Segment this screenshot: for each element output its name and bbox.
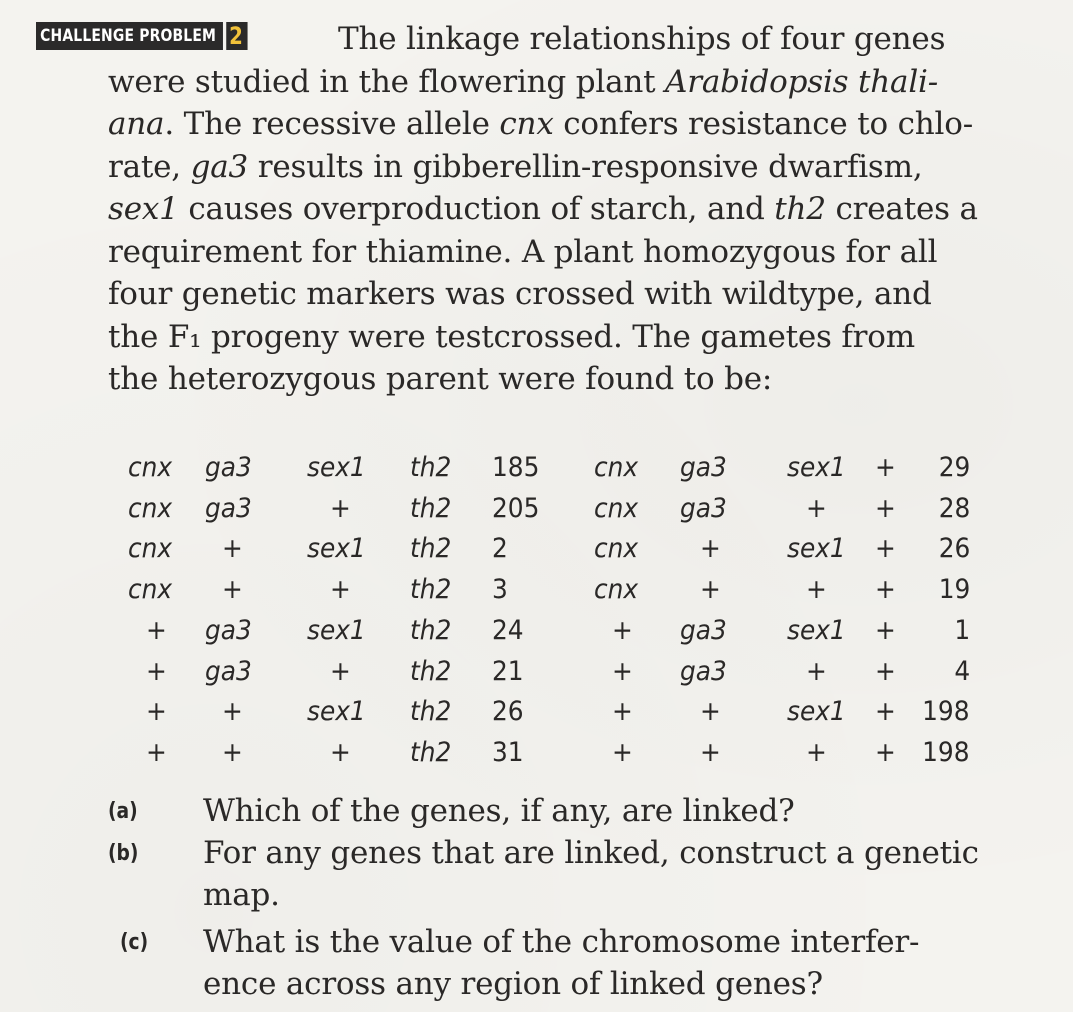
allele-wildtype: + bbox=[222, 533, 243, 565]
badge-label: CHALLENGE PROBLEM bbox=[36, 22, 223, 50]
allele-mutant: ga3 bbox=[680, 655, 727, 687]
progeny-count: 198 bbox=[922, 736, 970, 768]
allele-wildtype: + bbox=[700, 696, 721, 728]
statement-text: causes overproduction of starch, and bbox=[178, 191, 775, 227]
allele-wildtype: + bbox=[806, 574, 827, 606]
gene-term: ga3 bbox=[190, 148, 249, 185]
allele-mutant: sex1 bbox=[787, 533, 846, 565]
statement-text: requirement for thiamine. A plant homozygous for all bbox=[108, 233, 938, 270]
allele-mutant: th2 bbox=[410, 533, 452, 565]
progeny-count: 26 bbox=[492, 696, 524, 728]
allele-wildtype: + bbox=[612, 614, 633, 646]
question-line: map. bbox=[203, 877, 280, 913]
allele-mutant: cnx bbox=[594, 492, 639, 524]
progeny-count: 185 bbox=[492, 452, 540, 483]
progeny-count: 3 bbox=[492, 574, 508, 606]
allele-wildtype: + bbox=[875, 492, 896, 524]
allele-wildtype: + bbox=[700, 574, 721, 606]
progeny-count: 19 bbox=[938, 574, 970, 606]
allele-wildtype: + bbox=[700, 533, 721, 565]
allele-wildtype: + bbox=[875, 736, 896, 768]
question-text bbox=[203, 921, 1033, 1005]
statement-text: The linkage relationships of four genes bbox=[338, 21, 946, 57]
allele-wildtype: + bbox=[222, 574, 243, 606]
allele-wildtype: + bbox=[875, 574, 896, 606]
allele-wildtype: + bbox=[330, 736, 351, 768]
statement-text: the F₁ progeny were testcrossed. The gametes from bbox=[108, 318, 915, 355]
allele-wildtype: + bbox=[222, 696, 243, 728]
allele-wildtype: + bbox=[612, 736, 633, 768]
allele-mutant: th2 bbox=[410, 492, 452, 524]
allele-mutant: cnx bbox=[128, 533, 173, 565]
progeny-count: 198 bbox=[922, 696, 970, 728]
allele-mutant: ga3 bbox=[680, 492, 727, 524]
statement-text: four genetic markers was crossed with wildtype, and bbox=[108, 276, 932, 312]
allele-mutant: th2 bbox=[410, 696, 452, 728]
progeny-count: 24 bbox=[492, 614, 524, 646]
allele-mutant: ga3 bbox=[680, 452, 727, 483]
allele-wildtype: + bbox=[146, 655, 167, 687]
allele-mutant: cnx bbox=[128, 452, 173, 483]
allele-mutant: th2 bbox=[410, 452, 452, 483]
allele-mutant: sex1 bbox=[787, 614, 846, 646]
statement-text: were studied in the flowering plant bbox=[108, 63, 666, 100]
allele-wildtype: + bbox=[222, 736, 243, 768]
gene-term: th2 bbox=[774, 191, 826, 227]
progeny-count: 21 bbox=[492, 655, 524, 687]
question-line: ence across any region of linked genes? bbox=[203, 966, 823, 1002]
statement-text: creates a bbox=[825, 191, 978, 227]
allele-wildtype: + bbox=[875, 452, 896, 483]
progeny-count: 4 bbox=[954, 655, 970, 687]
allele-wildtype: + bbox=[806, 736, 827, 768]
question-line: Which of the genes, if any, are linked? bbox=[203, 793, 795, 829]
allele-wildtype: + bbox=[875, 533, 896, 565]
progeny-count: 28 bbox=[938, 492, 970, 524]
allele-mutant: cnx bbox=[128, 574, 173, 606]
progeny-count: 31 bbox=[492, 736, 524, 768]
allele-wildtype: + bbox=[146, 736, 167, 768]
allele-mutant: sex1 bbox=[307, 696, 366, 728]
allele-mutant: sex1 bbox=[307, 614, 366, 646]
allele-wildtype: + bbox=[612, 696, 633, 728]
allele-mutant: ga3 bbox=[205, 614, 252, 646]
allele-mutant: cnx bbox=[128, 492, 173, 524]
allele-mutant: cnx bbox=[594, 574, 639, 606]
gene-term: ana bbox=[108, 106, 165, 142]
question-label: (c) bbox=[120, 930, 149, 955]
gene-term: Arabidopsis thali- bbox=[665, 63, 939, 100]
question-label: (b) bbox=[108, 841, 139, 866]
allele-wildtype: + bbox=[146, 696, 167, 728]
allele-wildtype: + bbox=[875, 614, 896, 646]
allele-wildtype: + bbox=[146, 614, 167, 646]
allele-wildtype: + bbox=[330, 655, 351, 687]
question-text bbox=[203, 832, 1033, 916]
progeny-count: 29 bbox=[938, 452, 970, 483]
allele-wildtype: + bbox=[700, 736, 721, 768]
question-line: What is the value of the chromosome interfer- bbox=[203, 924, 920, 960]
allele-wildtype: + bbox=[806, 492, 827, 524]
progeny-count: 205 bbox=[492, 492, 540, 524]
allele-wildtype: + bbox=[806, 655, 827, 687]
allele-wildtype: + bbox=[330, 492, 351, 524]
allele-mutant: cnx bbox=[594, 533, 639, 565]
allele-wildtype: + bbox=[875, 655, 896, 687]
problem-number: 2 bbox=[226, 22, 248, 50]
statement-text: confers resistance to chlo- bbox=[553, 106, 973, 142]
allele-mutant: sex1 bbox=[307, 533, 366, 565]
allele-mutant: th2 bbox=[410, 574, 452, 606]
allele-wildtype: + bbox=[612, 655, 633, 687]
question-label: (a) bbox=[108, 799, 138, 824]
allele-mutant: cnx bbox=[594, 452, 639, 483]
allele-mutant: sex1 bbox=[787, 452, 846, 483]
allele-wildtype: + bbox=[875, 696, 896, 728]
progeny-count: 26 bbox=[938, 533, 970, 565]
statement-text: rate, bbox=[108, 148, 191, 185]
statement-text: the heterozygous parent were found to be: bbox=[108, 361, 773, 397]
question-line: For any genes that are linked, construct a genetic bbox=[203, 835, 979, 871]
gene-term: sex1 bbox=[108, 191, 179, 227]
allele-mutant: th2 bbox=[410, 614, 452, 646]
statement-text: results in gibberellin-responsive dwarfism, bbox=[248, 148, 923, 185]
allele-mutant: ga3 bbox=[205, 492, 252, 524]
question-text bbox=[203, 790, 1033, 832]
progeny-count: 1 bbox=[954, 614, 970, 646]
allele-mutant: sex1 bbox=[787, 696, 846, 728]
allele-mutant: sex1 bbox=[307, 452, 366, 483]
allele-mutant: th2 bbox=[410, 655, 452, 687]
allele-mutant: th2 bbox=[410, 736, 452, 768]
gene-term: cnx bbox=[499, 106, 554, 142]
progeny-count: 2 bbox=[492, 533, 508, 565]
allele-mutant: ga3 bbox=[205, 655, 252, 687]
allele-mutant: ga3 bbox=[205, 452, 252, 483]
statement-text: . The recessive allele bbox=[164, 106, 500, 142]
allele-mutant: ga3 bbox=[680, 614, 727, 646]
allele-wildtype: + bbox=[330, 574, 351, 606]
